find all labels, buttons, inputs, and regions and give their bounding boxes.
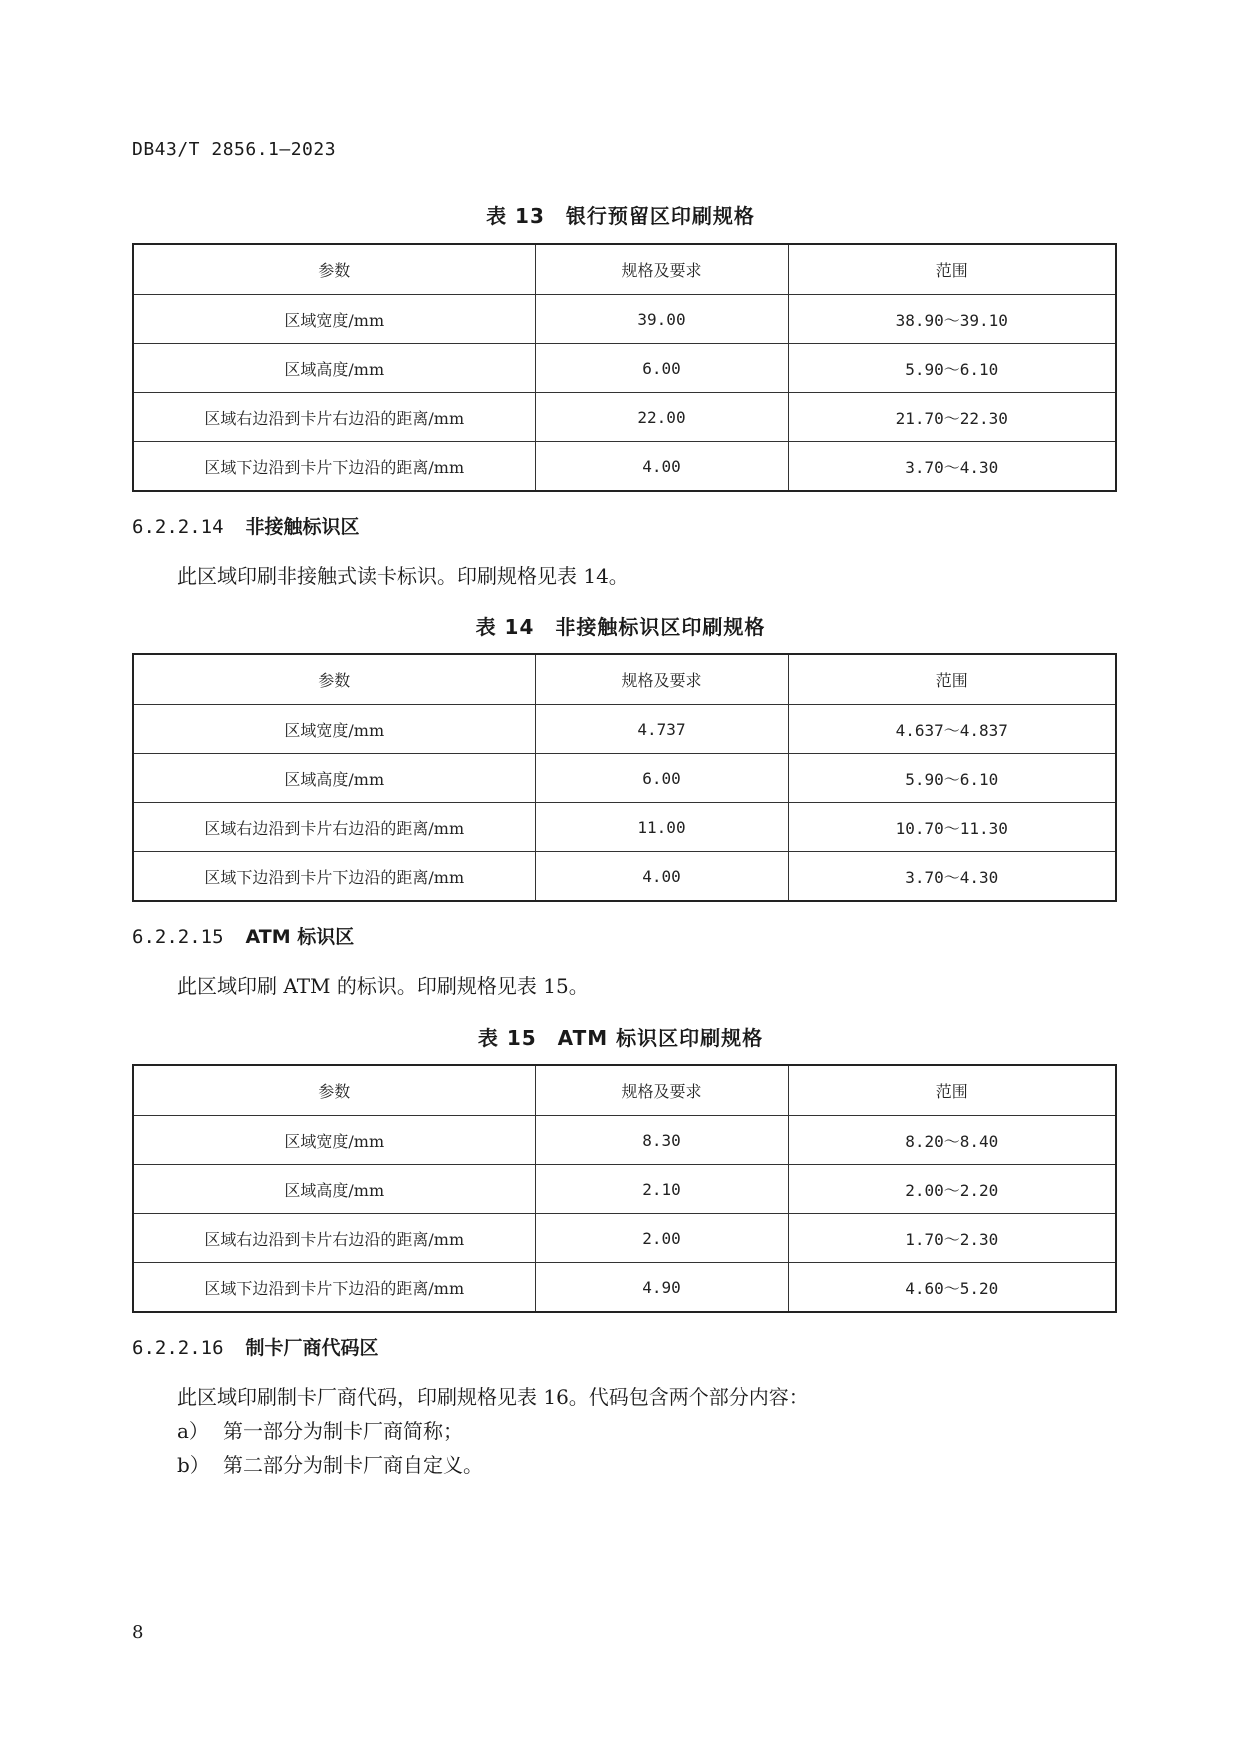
table-row xyxy=(133,1116,1116,1165)
spec-cell: 2.10 xyxy=(535,1165,788,1214)
section-title: ATM 标识区 xyxy=(245,926,355,948)
document-code: DB43/T 2856.1—2023 xyxy=(132,139,337,160)
spec-cell: 6.00 xyxy=(535,754,788,803)
column-header-range: 范围 xyxy=(788,244,1116,295)
column-header-parameter: 参数 xyxy=(133,654,535,705)
spec-cell: 22.00 xyxy=(535,393,788,442)
table-14 xyxy=(132,653,1117,902)
column-header-range: 范围 xyxy=(788,654,1116,705)
section-number: 6.2.2.15 xyxy=(132,926,224,948)
range-cell: 38.90～39.10 xyxy=(788,295,1116,344)
range-cell: 10.70～11.30 xyxy=(788,803,1116,852)
list-marker: b） xyxy=(177,1453,210,1477)
range-cell: 4.637～4.837 xyxy=(788,705,1116,754)
range-cell: 8.20～8.40 xyxy=(788,1116,1116,1165)
column-header-parameter: 参数 xyxy=(133,1065,535,1116)
table-14-title: 表 14 非接触标识区印刷规格 xyxy=(475,615,766,639)
parameter-cell: 区域宽度/mm xyxy=(133,295,535,344)
section-heading-6-2-2-15 xyxy=(132,922,354,949)
table-row xyxy=(133,1214,1116,1263)
column-header-specification: 规格及要求 xyxy=(535,244,788,295)
column-header-range: 范围 xyxy=(788,1065,1116,1116)
range-cell: 3.70～4.30 xyxy=(788,852,1116,902)
spec-cell: 11.00 xyxy=(535,803,788,852)
parameter-cell: 区域宽度/mm xyxy=(133,705,535,754)
spec-cell: 4.00 xyxy=(535,852,788,902)
table-13-title: 表 13 银行预留区印刷规格 xyxy=(486,204,755,228)
parameter-cell: 区域宽度/mm xyxy=(133,1116,535,1165)
table-row xyxy=(133,393,1116,442)
table-13 xyxy=(132,243,1117,492)
table-row xyxy=(133,295,1116,344)
parameter-cell: 区域下边沿到卡片下边沿的距离/mm xyxy=(133,1263,535,1313)
section-paragraph: 此区域印刷 ATM 的标识。印刷规格见表 15。 xyxy=(177,974,589,998)
table-header-row xyxy=(133,1065,1116,1116)
list-item xyxy=(177,1449,483,1478)
spec-cell: 8.30 xyxy=(535,1116,788,1165)
section-title: 非接触标识区 xyxy=(245,516,360,538)
column-header-specification: 规格及要求 xyxy=(535,1065,788,1116)
section-heading-6-2-2-14 xyxy=(132,512,360,539)
spec-cell: 39.00 xyxy=(535,295,788,344)
table-header-row xyxy=(133,244,1116,295)
table-row xyxy=(133,1165,1116,1214)
parameter-cell: 区域右边沿到卡片右边沿的距离/mm xyxy=(133,1214,535,1263)
section-number: 6.2.2.14 xyxy=(132,516,224,538)
parameter-cell: 区域右边沿到卡片右边沿的距离/mm xyxy=(133,393,535,442)
section-paragraph: 此区域印刷制卡厂商代码，印刷规格见表 16。代码包含两个部分内容： xyxy=(177,1385,809,1409)
spec-cell: 2.00 xyxy=(535,1214,788,1263)
table-row xyxy=(133,1263,1116,1313)
page-number: 8 xyxy=(132,1622,144,1643)
range-cell: 5.90～6.10 xyxy=(788,754,1116,803)
column-header-parameter: 参数 xyxy=(133,244,535,295)
table-row xyxy=(133,344,1116,393)
spec-cell: 4.00 xyxy=(535,442,788,492)
column-header-specification: 规格及要求 xyxy=(535,654,788,705)
list-marker: a） xyxy=(177,1419,209,1443)
list-item-text: 第一部分为制卡厂商简称； xyxy=(223,1419,463,1443)
parameter-cell: 区域下边沿到卡片下边沿的距离/mm xyxy=(133,442,535,492)
parameter-cell: 区域高度/mm xyxy=(133,754,535,803)
table-row xyxy=(133,852,1116,902)
range-cell: 2.00～2.20 xyxy=(788,1165,1116,1214)
section-heading-6-2-2-16 xyxy=(132,1333,379,1360)
parameter-cell: 区域高度/mm xyxy=(133,1165,535,1214)
table-15 xyxy=(132,1064,1117,1313)
table-row xyxy=(133,442,1116,492)
range-cell: 4.60～5.20 xyxy=(788,1263,1116,1313)
list-item-text: 第二部分为制卡厂商自定义。 xyxy=(223,1453,483,1477)
table-header-row xyxy=(133,654,1116,705)
spec-cell: 4.737 xyxy=(535,705,788,754)
range-cell: 5.90～6.10 xyxy=(788,344,1116,393)
list-item xyxy=(177,1415,463,1444)
section-paragraph: 此区域印刷非接触式读卡标识。印刷规格见表 14。 xyxy=(177,564,629,588)
parameter-cell: 区域下边沿到卡片下边沿的距离/mm xyxy=(133,852,535,902)
table-15-title: 表 15 ATM 标识区印刷规格 xyxy=(477,1026,764,1050)
table-row xyxy=(133,803,1116,852)
table-row xyxy=(133,754,1116,803)
section-number: 6.2.2.16 xyxy=(132,1337,224,1359)
section-title: 制卡厂商代码区 xyxy=(245,1337,379,1359)
spec-cell: 4.90 xyxy=(535,1263,788,1313)
parameter-cell: 区域高度/mm xyxy=(133,344,535,393)
table-row xyxy=(133,705,1116,754)
range-cell: 3.70～4.30 xyxy=(788,442,1116,492)
range-cell: 21.70～22.30 xyxy=(788,393,1116,442)
parameter-cell: 区域右边沿到卡片右边沿的距离/mm xyxy=(133,803,535,852)
spec-cell: 6.00 xyxy=(535,344,788,393)
range-cell: 1.70～2.30 xyxy=(788,1214,1116,1263)
